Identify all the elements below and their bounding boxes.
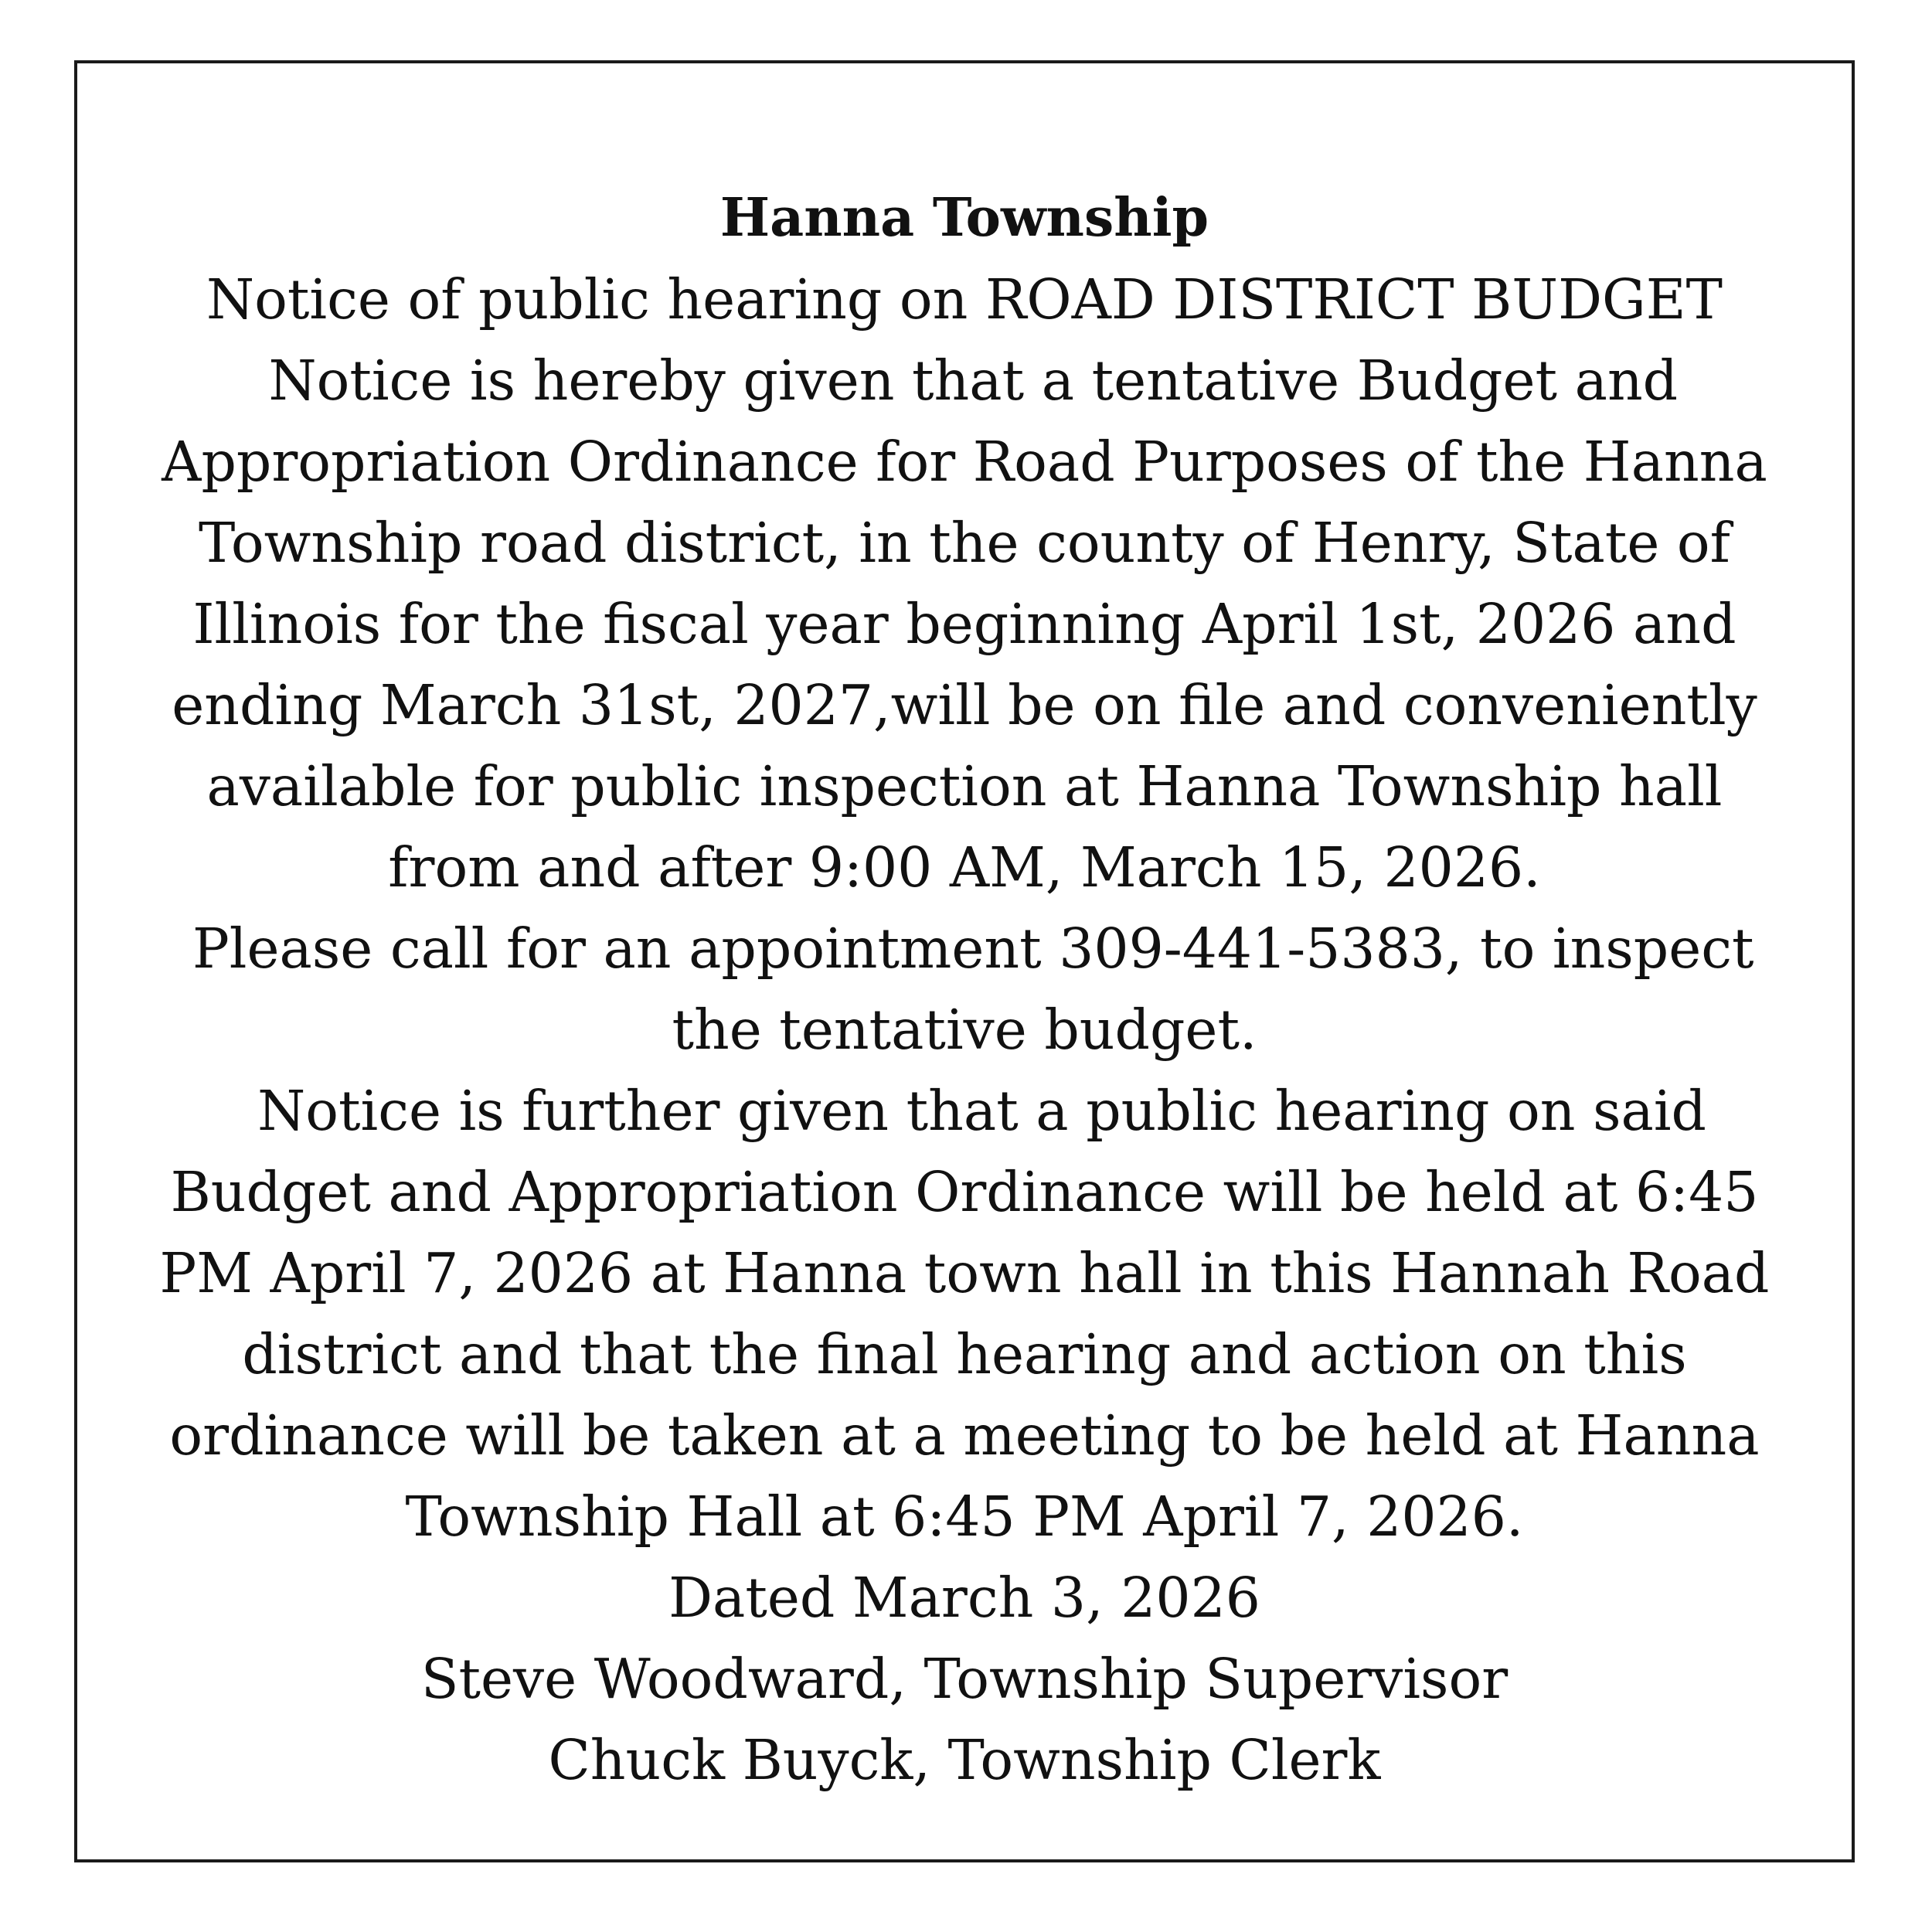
paragraph1-line: Appropriation Ordinance for Road Purposes of the Hanna [162, 430, 1767, 494]
paragraph3-line: PM April 7, 2026 at Hanna town hall in this Hannah Road [159, 1241, 1770, 1305]
notice-body [77, 178, 1852, 1801]
paragraph3-line: district and that the final hearing and action on this [242, 1322, 1687, 1386]
signatory-supervisor: Steve Woodward, Township Supervisor [420, 1647, 1509, 1711]
notice-frame [74, 60, 1855, 1862]
notice-subtitle: Notice of public hearing on ROAD DISTRICT BUDGET [206, 267, 1723, 332]
paragraph2-line: the tentative budget. [672, 998, 1257, 1062]
paragraph1-line: ending March 31st, 2027,will be on file and conveniently [172, 673, 1757, 737]
paragraph2-line: Please call for an appointment 309-441-5383, to inspect [175, 917, 1754, 981]
notice-title: Hanna Township [719, 187, 1209, 249]
dated-line: Dated March 3, 2026 [668, 1566, 1260, 1630]
paragraph3-line: ordinance will be taken at a meeting to be held at Hanna [169, 1403, 1760, 1468]
paragraph1-line: Notice is hereby given that a tentative Budget and [250, 349, 1679, 413]
paragraph1-line: Illinois for the fiscal year beginning April 1st, 2026 and [192, 592, 1736, 656]
paragraph1-line: from and after 9:00 AM, March 15, 2026. [388, 835, 1541, 900]
paragraph1-line: available for public inspection at Hanna Township hall [206, 754, 1723, 818]
paragraph3-line: Township Hall at 6:45 PM April 7, 2026. [405, 1485, 1524, 1549]
paragraph3-line: Budget and Appropriation Ordinance will be held at 6:45 [170, 1160, 1759, 1224]
paragraph3-line: Notice is further given that a public hearing on said [222, 1079, 1707, 1143]
signatory-clerk: Chuck Buyck, Township Clerk [548, 1728, 1381, 1792]
paragraph1-line: Township road district, in the county of Henry, State of [199, 511, 1730, 575]
